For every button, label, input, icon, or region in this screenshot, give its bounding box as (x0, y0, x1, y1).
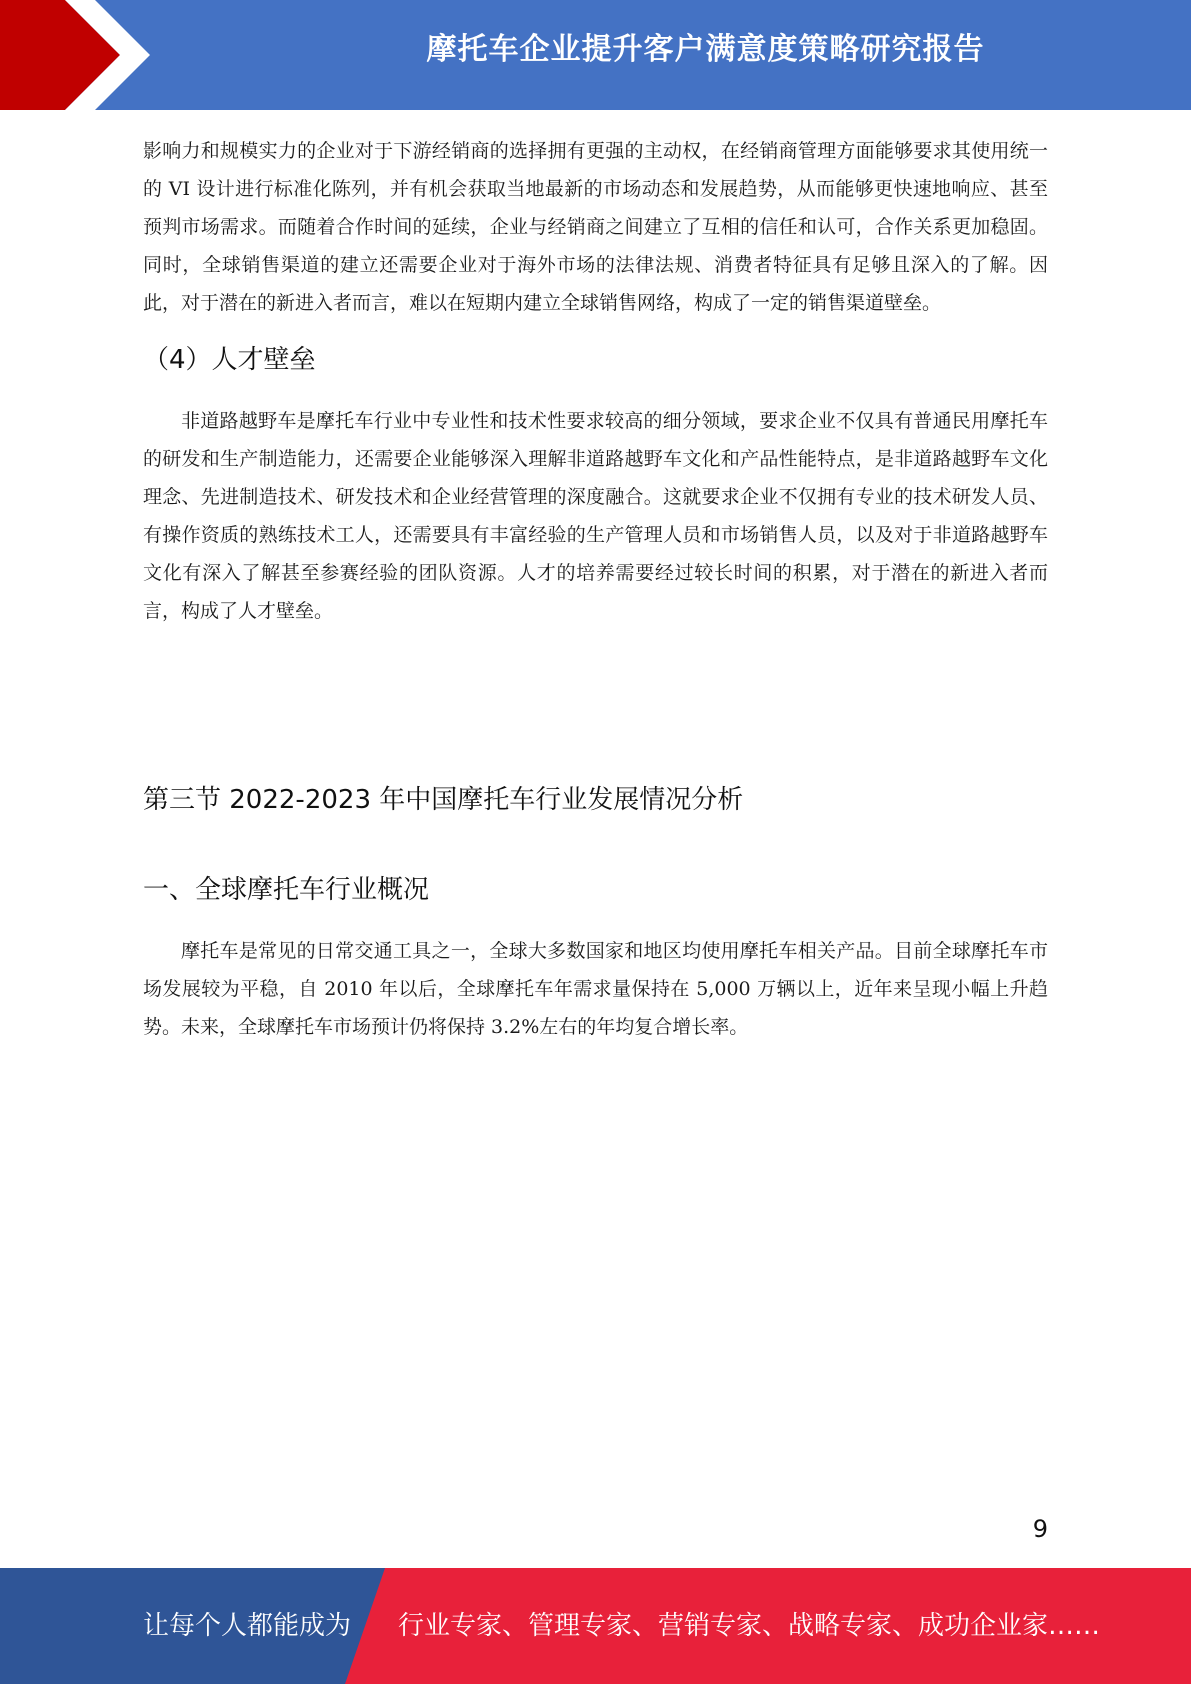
footer-slogan-left: 让每个人都能成为 (143, 1611, 352, 1641)
heading-global-overview: 一、全球摩托车行业概况 (143, 875, 430, 905)
footer-slogan-right: 行业专家、管理专家、营销专家、战略专家、成功企业家…… (398, 1611, 1101, 1641)
page-footer (0, 1568, 1191, 1684)
heading-talent-barrier: （4）人才壁垒 (143, 345, 316, 375)
header-title: 摩托车企业提升客户满意度策略研究报告 (426, 32, 985, 67)
paragraph-global-overview: 摩托车是常见的日常交通工具之一，全球大多数国家和地区均使用摩托车相关产品。目前全球摩托车市场发展较为平稳，自 2010 年以后，全球摩托车年需求量保持在 5,000 万辆以上，近年来呈现小幅上升趋势。未来，全球摩托车市场预计仍将保持 3.2%左右的年均复合增长率。 (143, 940, 1048, 1038)
heading-section-three: 第三节 2022-2023 年中国摩托车行业发展情况分析 (143, 785, 744, 815)
page-number: 9 (1032, 1515, 1048, 1543)
paragraph-talent-barrier: 非道路越野车是摩托车行业中专业性和技术性要求较高的细分领域，要求企业不仅具有普通民用摩托车的研发和生产制造能力，还需要企业能够深入理解非道路越野车文化和产品性能特点，是非道路越野车文化理念、先进制造技术、研发技术和企业经营管理的深度融合。这就要求企业不仅拥有专业的技术研发人员、有操作资质的熟练技术工人，还需要具有丰富经验的生产管理人员和市场销售人员，以及对于非道路越野车文化有深入了解甚至参赛经验的团队资源。人才的培养需要经过较长时间的积累，对于潜在的新进入者而言，构成了人才壁垒。 (143, 410, 1048, 622)
page-header (0, 0, 1191, 110)
main-content (143, 132, 1048, 1046)
header-chevron-icon (0, 0, 160, 110)
paragraph-sales-channel: 影响力和规模实力的企业对于下游经销商的选择拥有更强的主动权，在经销商管理方面能够要求其使用统一的 VI 设计进行标准化陈列，并有机会获取当地最新的市场动态和发展趋势，从而能够更快速地响应、甚至预判市场需求。而随着合作时间的延续，企业与经销商之间建立了互相的信任和认可，合作关系更加稳固。同时，全球销售渠道的建立还需要企业对于海外市场的法律法规、消费者特征具有足够且深入的了解。因此，对于潜在的新进入者而言，难以在短期内建立全球销售网络，构成了一定的销售渠道壁垒。 (143, 140, 1048, 314)
